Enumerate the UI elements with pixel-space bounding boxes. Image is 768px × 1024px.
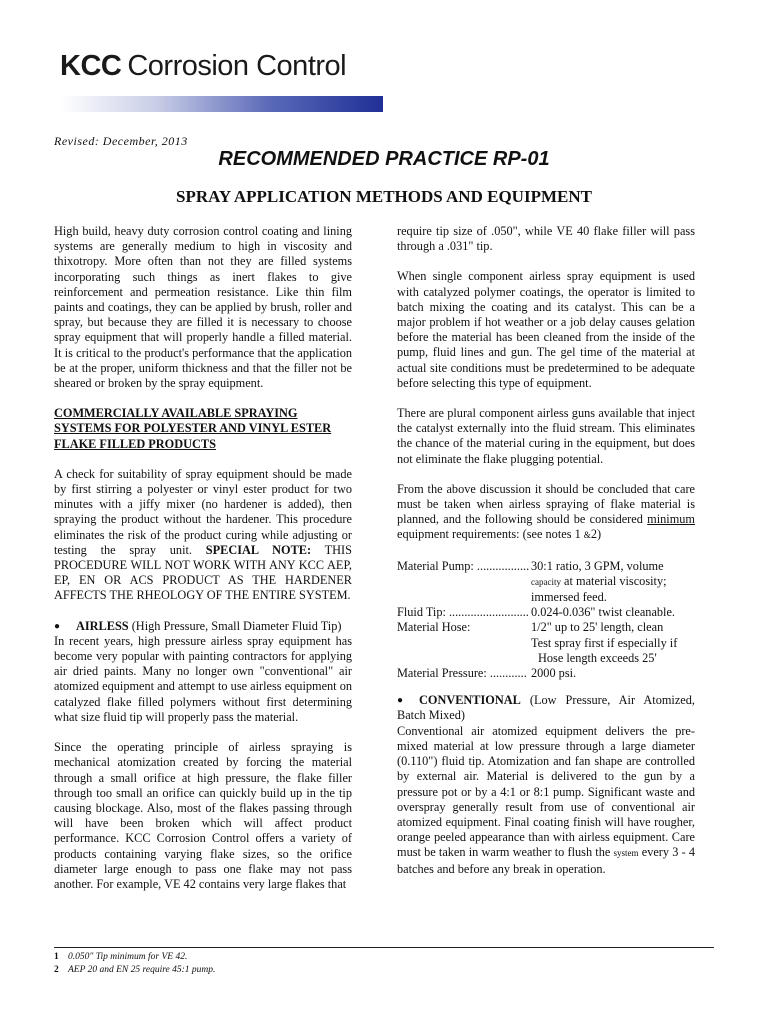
footnote-text: 0.050" Tip minimum for VE 42.: [68, 952, 188, 962]
footnote-divider: [54, 947, 714, 948]
airless-bullet: [54, 619, 352, 634]
right-column: [397, 224, 695, 877]
spec-continuation: Test spray first if especially if: [531, 635, 678, 650]
airless-description: (High Pressure, Small Diameter Fluid Tip): [128, 618, 342, 633]
conclusion-paragraph: [397, 482, 695, 544]
bullet-icon: ●: [54, 620, 61, 632]
footnote-1: [54, 952, 187, 962]
spec-text: at material viscosity;: [560, 573, 667, 588]
logo-name: Corrosion Control: [127, 50, 347, 82]
equipment-requirements: [397, 559, 695, 682]
spec-value: 2000 psi.: [531, 666, 577, 681]
footnote-number: 1: [54, 952, 59, 962]
system-word: system: [613, 848, 639, 859]
conclusion-text-3: 2): [590, 527, 602, 542]
spec-label: Material Hose:: [397, 620, 471, 635]
company-logo: [60, 50, 346, 83]
spec-continuation: Hose length exceeds 25': [538, 650, 657, 665]
spec-label: Material Pump: .................: [397, 558, 530, 573]
footnote-number: 2: [54, 965, 59, 975]
document-subtitle: SPRAY APPLICATION METHODS AND EQUIPMENT: [176, 187, 592, 206]
special-note-text: THIS PROCEDURE WILL NOT WORK WITH ANY KCC AEP, EP, EN OR ACS PRODUCT AS THE HARDENER AFFECTS THE RHEOLOGY OF THE ENTIRE SYSTEM.: [54, 542, 352, 603]
spec-label: Material Pressure: ............: [397, 666, 527, 681]
ampersand: &: [583, 530, 591, 541]
conventional-bullet: [397, 693, 695, 723]
conclusion-text: From the above discussion it should be concluded that care must be taken when airless spraying of flake material is planned, and the following should be considered: [397, 481, 695, 527]
revised-date: Revised: December, 2013: [54, 134, 188, 148]
conventional-label: CONVENTIONAL: [419, 693, 521, 708]
spec-row-tip: [397, 605, 695, 620]
spec-value: 1/2" up to 25' length, clean: [531, 620, 664, 635]
operating-principle-paragraph: Since the operating principle of airless spraying is mechanical atomization created by forcing the material through a small orifice at high pressure, the flake filler through too small an orifice can quickly build up in the tip causing blockage. Also, most of the flakes passing through will have been broken which will affect product performance. KCC Corrosion Control offers a variety of products containing varying flake sizes, so the orifice diameter large enough to pass one flake may not pass another. For example, VE 42 contains very large flakes that: [54, 740, 352, 891]
special-note-label: SPECIAL NOTE:: [205, 542, 312, 557]
suitability-text: A check for suitability of spray equipment should be made by first stirring a polyester or vinyl ester product for two minutes with a jiffy mixer (no hardener is added), then spraying the product without the hardener. This procedure eliminates the risk of the product curing while adjusting or testing the spray unit.: [54, 466, 352, 557]
section-heading-spraying-systems: COMMERCIALLY AVAILABLE SPRAYING SYSTEMS FOR POLYESTER AND VINYL ESTER FLAKE FILLED PRODUCTS: [54, 406, 332, 451]
airless-paragraph: In recent years, high pressure airless spray equipment has become very popular with painting contractors for applying air dried paints. Many no longer own "conventional" air atomized equipment and attempt to use airless equipment on catalyzed flake filled polymers without first determining what size fluid tip will properly pass the material.: [54, 633, 352, 724]
conventional-text-2: every 3 - 4 batches and before any break in operation.: [397, 845, 696, 876]
plural-component-paragraph: There are plural component airless guns available that inject the catalyst externally into the fluid stream. This eliminates the chance of the material curing in the equipment, but does not eliminate the flake plugging potential.: [397, 406, 695, 466]
spec-row-pump: [397, 559, 695, 574]
spec-label: Fluid Tip: ..........................: [397, 605, 529, 620]
spec-small-text: capacity: [531, 576, 561, 587]
bullet-icon: ●: [397, 695, 404, 707]
conventional-description: (Low Pressure, Air Atomized, Batch Mixed): [397, 693, 695, 723]
logo-gradient-bar: [60, 96, 383, 112]
footnote-2: [54, 965, 215, 975]
spec-continuation: immersed feed.: [531, 590, 607, 605]
spec-row-hose: [397, 620, 695, 635]
airless-label: AIRLESS: [76, 618, 129, 633]
spec-value: 0.024-0.036" twist cleanable.: [531, 605, 676, 620]
minimum-word: minimum: [647, 512, 695, 527]
intro-paragraph: High build, heavy duty corrosion control coating and lining systems are generally medium to high in viscosity and thixotropy. More often than not they are filled systems incorporating such things as inert flakes to give reinforcement and permeation resistance. Like thin film paints and coatings, they can be applied by brush, roller and spray, but because they are filled it is necessary to choose spray equipment that will properly handle a filled material. It is critical to the product's performance that the application be at the proper, uniform thickness and that the filler not be sheared or broken by the spray equipment.: [54, 224, 352, 391]
single-component-paragraph: When single component airless spray equipment is used with catalyzed polymer coatings, the operator is limited to batch mixing the coating and its catalyst. This can be a major problem if hot weather or a job delay causes gelation before the material has been cleaned from the inside of the pump, fluid lines and gun. The gel time of the material at actual site conditions must be predetermined to be adequate before selecting this type of equipment.: [397, 269, 695, 390]
footnote-text: AEP 20 and EN 25 require 45:1 pump.: [68, 965, 216, 975]
spec-continuation: [397, 574, 695, 590]
tip-size-paragraph: require tip size of .050", while VE 40 flake filler will pass through a .031" tip.: [397, 224, 695, 254]
logo-kcc: KCC: [60, 50, 122, 82]
document-title: RECOMMENDED PRACTICE RP-01: [218, 148, 550, 170]
spec-row-pressure: [397, 666, 695, 681]
conventional-text: Conventional air atomized equipment delivers the pre-mixed material at low pressure through a large diameter (0.110") fluid tip. Atomization and fan shape are controlled by external air. Material is delivered to the gun by a pressure pot or by a 4:1 or 8:1 pump. Significant waste and overspray generally result from use of conventional air atomized equipment. Final coating finish will have rougher, orange peeled appearance than with airless equipment. Care must be taken in warm weather to flush the: [397, 723, 695, 860]
spec-value: 30:1 ratio, 3 GPM, volume: [531, 558, 664, 573]
conventional-paragraph: [397, 724, 695, 877]
left-column: [54, 224, 352, 892]
suitability-paragraph: [54, 467, 352, 604]
conclusion-text-2: equipment requirements: (see notes 1: [397, 527, 584, 542]
